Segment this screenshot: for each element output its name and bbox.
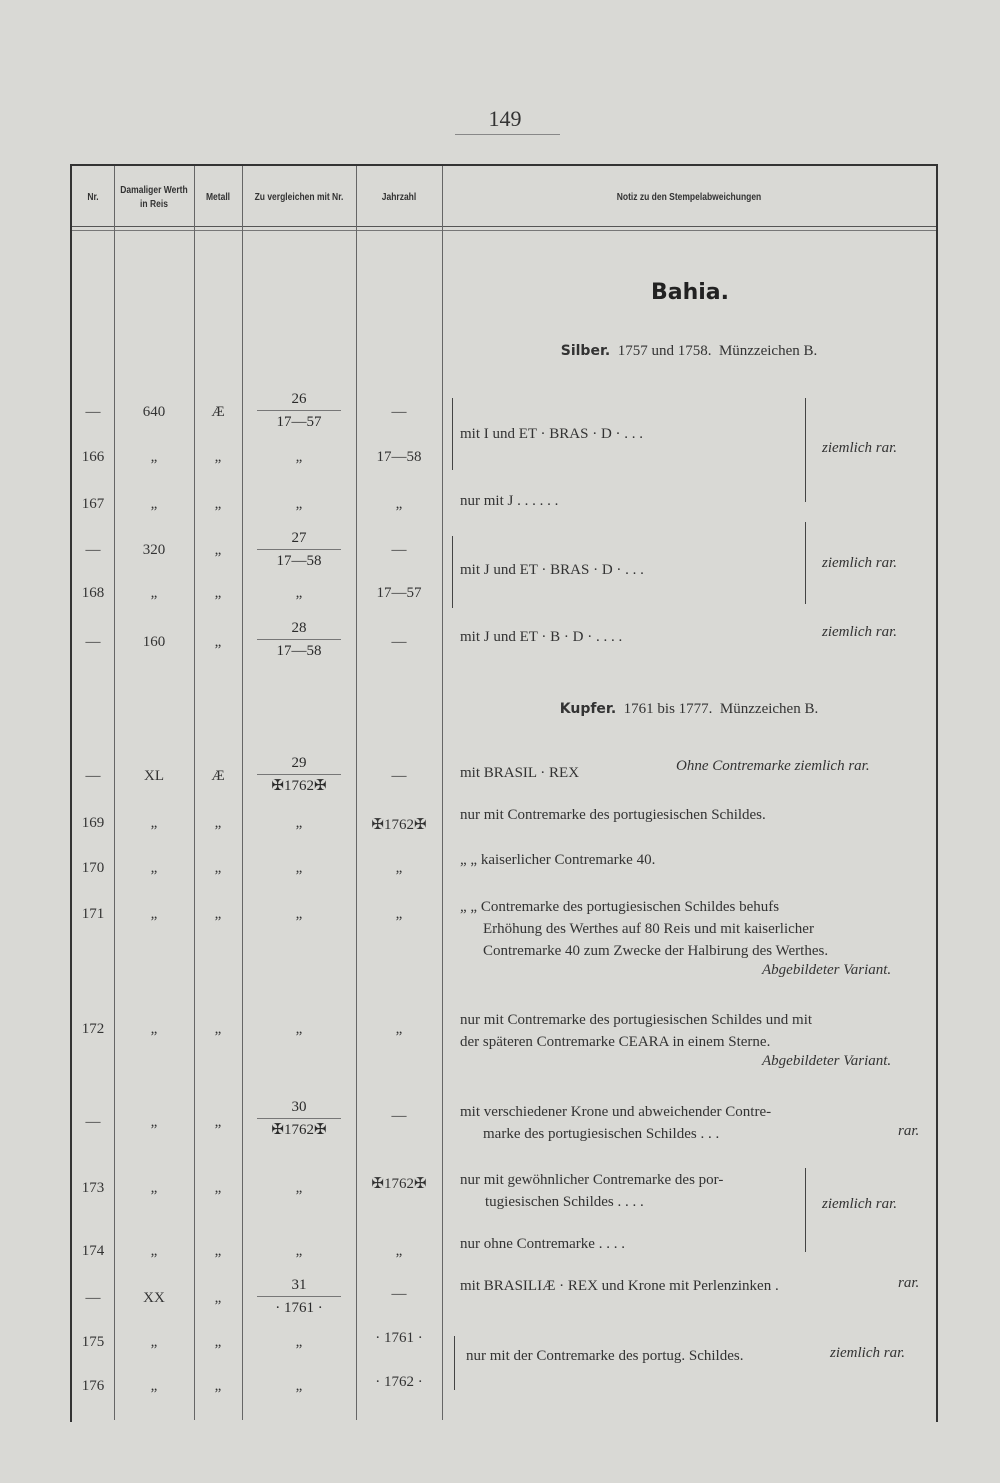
row-year: — <box>391 404 407 420</box>
row-year: 17—57 <box>376 585 422 601</box>
note-text: mit BRASILIÆ · REX und Krone mit Perlenzinken . <box>460 1278 779 1294</box>
row-year: „ <box>395 1021 403 1037</box>
subhead-kupfer <box>442 701 936 718</box>
row-metal: „ <box>214 860 222 876</box>
row-metal: „ <box>214 1290 222 1306</box>
brace-left <box>452 398 453 470</box>
row-value: „ <box>150 1243 158 1259</box>
row-nr: 173 <box>81 1180 105 1196</box>
row-compare <box>242 752 356 797</box>
row-compare <box>242 1096 356 1141</box>
note-text: nur mit der Contremarke des portug. Schildes. <box>466 1348 744 1364</box>
row-nr: 172 <box>81 1021 105 1037</box>
compare-number: 28 <box>257 617 341 640</box>
compare-year: 17—57 <box>276 414 322 430</box>
note-text: nur mit Contremarke des portugiesischen Schildes und mit <box>460 1012 813 1028</box>
row-nr: 170 <box>81 860 105 876</box>
brace-right <box>805 1168 806 1252</box>
compare-number: 27 <box>257 527 341 550</box>
row-year: — <box>391 1108 407 1124</box>
subhead-kupfer-range: 1761 bis 1777. <box>623 701 713 717</box>
note-text: marke des portugiesischen Schildes . . . <box>483 1126 720 1142</box>
row-year: „ <box>395 496 403 512</box>
row-metal: Æ <box>211 768 225 784</box>
compare-number: 30 <box>257 1096 341 1119</box>
row-compare: „ <box>295 1021 303 1037</box>
row-nr: — <box>85 1290 101 1306</box>
note-text: mit J und ET · B · D · . . . . <box>460 629 623 645</box>
note-text: Erhöhung des Werthes auf 80 Reis und mit kaiserlicher <box>483 921 814 937</box>
compare-number: 31 <box>257 1274 341 1297</box>
note-text: der späteren Contremarke CEARA in einem Sterne. <box>460 1034 771 1050</box>
row-nr: — <box>85 634 101 650</box>
row-metal: „ <box>214 1243 222 1259</box>
row-value: „ <box>150 449 158 465</box>
row-year: 17—58 <box>376 449 422 465</box>
row-metal: „ <box>214 1021 222 1037</box>
header-metall: Metall <box>205 192 231 203</box>
note-text: nur mit gewöhnlicher Contremarke des por- <box>460 1172 724 1188</box>
row-year: — <box>391 768 407 784</box>
row-nr: — <box>85 1114 101 1130</box>
brace-right <box>805 522 806 604</box>
brace-right <box>805 398 806 502</box>
row-metal: „ <box>214 496 222 512</box>
row-year: „ <box>395 860 403 876</box>
rarity-label: ziemlich rar. <box>830 1345 905 1361</box>
compare-number: 29 <box>257 752 341 775</box>
note-text: mit J und ET · BRAS · D · . . . <box>460 562 644 578</box>
note-text: nur mit Contremarke des portugiesischen Schildes. <box>460 807 766 823</box>
row-nr: 167 <box>81 496 105 512</box>
row-value: XL <box>144 768 164 784</box>
row-year: — <box>391 542 407 558</box>
row-year: „ <box>395 1243 403 1259</box>
compare-number: 26 <box>257 388 341 411</box>
row-compare <box>242 1274 356 1319</box>
variant-label: Abgebildeter Variant. <box>762 962 892 978</box>
rarity-label: rar. <box>898 1123 920 1139</box>
note-text: nur ohne Contremarke . . . . <box>460 1236 625 1252</box>
column-divider <box>194 166 195 1420</box>
row-compare <box>242 617 356 662</box>
row-compare: „ <box>295 1334 303 1350</box>
row-compare <box>242 388 356 433</box>
subhead-silber-mark: Münzzeichen B. <box>718 343 818 359</box>
compare-year: · 1761 · <box>275 1300 323 1316</box>
subhead-silber-range: 1757 und 1758. <box>617 343 712 359</box>
row-year: ✠1762✠ <box>371 1176 427 1192</box>
row-year: · 1761 · <box>375 1330 423 1346</box>
row-value: „ <box>150 1021 158 1037</box>
row-value: „ <box>150 1334 158 1350</box>
row-year: „ <box>395 906 403 922</box>
compare-year: 17—58 <box>276 643 322 659</box>
row-nr: 176 <box>81 1378 105 1394</box>
row-value: „ <box>150 585 158 601</box>
brace-left <box>454 1336 455 1390</box>
row-year: — <box>391 1286 407 1302</box>
header-nr: Nr. <box>87 192 99 203</box>
header-wert: Damaliger Werth in Reis <box>120 185 188 210</box>
note-text: „ „ Contremarke des portugiesischen Schildes behufs <box>460 899 780 915</box>
row-value: „ <box>150 1378 158 1394</box>
row-metal: „ <box>214 449 222 465</box>
row-year: — <box>391 634 407 650</box>
header-notiz: Notiz zu den Stempelabweichungen <box>616 192 762 203</box>
row-value: 320 <box>142 542 166 558</box>
page-number: 149 <box>488 106 522 131</box>
row-value: „ <box>150 1180 158 1196</box>
row-metal: Æ <box>211 404 225 420</box>
row-value: XX <box>143 1290 165 1306</box>
note-text: Contremarke 40 zum Zwecke der Halbirung des Werthes. <box>483 943 829 959</box>
section-title: Bahia. <box>650 280 730 305</box>
compare-year: ✠1762✠ <box>271 1122 327 1138</box>
rarity-label: ziemlich rar. <box>822 440 897 456</box>
row-compare: „ <box>295 1378 303 1394</box>
row-compare: „ <box>295 449 303 465</box>
row-compare <box>242 527 356 572</box>
row-value: 640 <box>142 404 166 420</box>
row-metal: „ <box>214 906 222 922</box>
header-rule <box>72 226 936 227</box>
row-nr: — <box>85 768 101 784</box>
note-text: mit BRASIL · REX <box>460 765 580 781</box>
row-compare: „ <box>295 860 303 876</box>
variant-label: Abgebildeter Variant. <box>762 1053 892 1069</box>
header-rule-double <box>72 230 936 231</box>
page-number-rule <box>455 134 560 135</box>
row-compare: „ <box>295 906 303 922</box>
row-nr: 166 <box>81 449 105 465</box>
rarity-label: rar. <box>898 1275 920 1291</box>
row-nr: 169 <box>81 815 105 831</box>
subhead-silber <box>442 343 936 360</box>
rarity-label: ziemlich rar. <box>822 1196 897 1212</box>
header-jahrzahl: Jahrzahl <box>381 192 417 203</box>
subhead-kupfer-mark: Münzzeichen B. <box>719 701 819 717</box>
row-year: · 1762 · <box>375 1374 423 1390</box>
row-value: „ <box>150 906 158 922</box>
row-compare: „ <box>295 815 303 831</box>
row-nr: 168 <box>81 585 105 601</box>
row-value: „ <box>150 496 158 512</box>
rarity-label: ziemlich rar. <box>822 624 897 640</box>
column-divider <box>114 166 115 1420</box>
column-divider <box>356 166 357 1420</box>
row-metal: „ <box>214 634 222 650</box>
row-value: „ <box>150 1114 158 1130</box>
rarity-label: Ohne Contremarke ziemlich rar. <box>676 758 870 774</box>
row-value: „ <box>150 860 158 876</box>
row-year: ✠1762✠ <box>371 817 427 833</box>
note-text: mit verschiedener Krone und abweichender Contre- <box>460 1104 772 1120</box>
row-compare: „ <box>295 1180 303 1196</box>
compare-year: 17—58 <box>276 553 322 569</box>
row-metal: „ <box>214 585 222 601</box>
row-value: 160 <box>142 634 166 650</box>
rarity-label: ziemlich rar. <box>822 555 897 571</box>
note-text: „ „ kaiserlicher Contremarke 40. <box>460 852 656 868</box>
subhead-kupfer-label: Kupfer. <box>559 701 617 717</box>
compare-year: ✠1762✠ <box>271 778 327 794</box>
row-metal: „ <box>214 1180 222 1196</box>
brace-left <box>452 536 453 608</box>
header-vergleich: Zu vergleichen mit Nr. <box>254 192 344 203</box>
row-compare: „ <box>295 585 303 601</box>
row-metal: „ <box>214 815 222 831</box>
row-value: „ <box>150 815 158 831</box>
row-metal: „ <box>214 542 222 558</box>
row-nr: — <box>85 542 101 558</box>
row-nr: 171 <box>81 906 105 922</box>
note-text: mit I und ET · BRAS · D · . . . <box>460 426 644 442</box>
note-text: tugiesischen Schildes . . . . <box>485 1194 644 1210</box>
row-compare: „ <box>295 496 303 512</box>
row-compare: „ <box>295 1243 303 1259</box>
row-nr: — <box>85 404 101 420</box>
row-metal: „ <box>214 1334 222 1350</box>
row-nr: 174 <box>81 1243 105 1259</box>
row-metal: „ <box>214 1114 222 1130</box>
row-metal: „ <box>214 1378 222 1394</box>
row-nr: 175 <box>81 1334 105 1350</box>
note-text: nur mit J . . . . . . <box>460 493 559 509</box>
subhead-silber-label: Silber. <box>560 343 611 359</box>
